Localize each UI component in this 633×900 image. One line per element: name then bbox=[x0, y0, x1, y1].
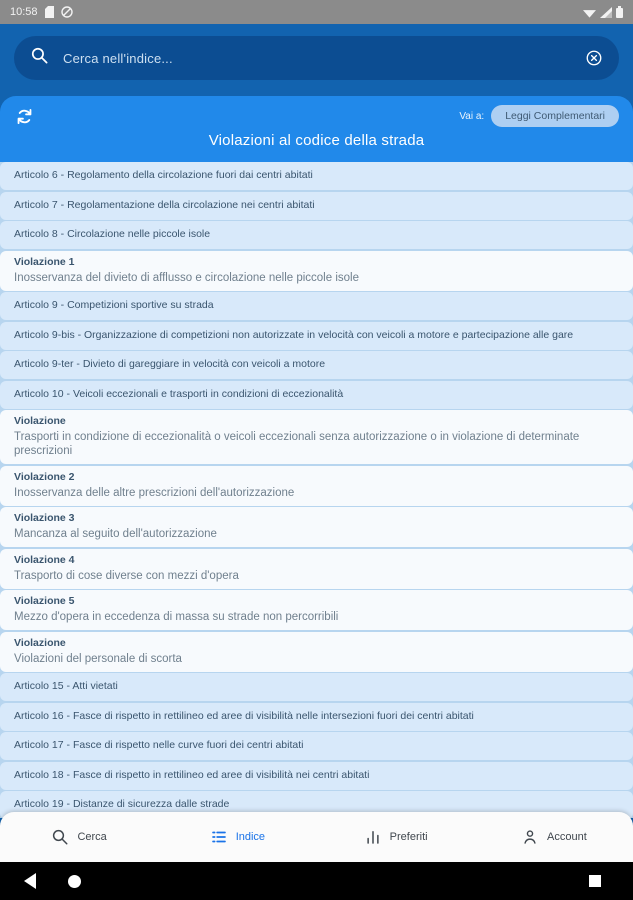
tab-cerca[interactable] bbox=[0, 812, 158, 862]
list-item-article[interactable] bbox=[0, 162, 633, 190]
index-list bbox=[0, 162, 633, 818]
article-title: Articolo 7 - Regolamentazione della circolazione nei centri abitati bbox=[14, 198, 315, 211]
cellular-icon bbox=[600, 7, 612, 18]
violation-subtitle: Mancanza al seguito dell'autorizzazione bbox=[14, 528, 217, 540]
list-item-article[interactable] bbox=[0, 703, 633, 731]
list-item-article[interactable] bbox=[0, 192, 633, 220]
android-nav-bar bbox=[0, 862, 633, 900]
status-left bbox=[10, 6, 73, 18]
status-right bbox=[583, 6, 623, 18]
list-item-violation[interactable] bbox=[0, 590, 633, 630]
list-item-violation[interactable] bbox=[0, 466, 633, 506]
clear-search-icon[interactable] bbox=[585, 49, 603, 67]
violation-title: Violazione bbox=[14, 415, 66, 427]
article-title: Articolo 9-ter - Divieto di gareggiare in velocità con veicoli a motore bbox=[14, 358, 326, 370]
violation-title: Violazione bbox=[14, 636, 66, 649]
complementary-laws-button[interactable]: Leggi Complementari bbox=[491, 105, 619, 127]
tab-label: Account bbox=[547, 831, 587, 843]
list-item-article[interactable] bbox=[0, 381, 633, 409]
violation-title: Violazione 1 bbox=[14, 255, 75, 268]
article-title: Articolo 15 - Atti vietati bbox=[14, 680, 118, 692]
violation-subtitle: Trasporti in condizione di eccezionalità o veicoli eccezionali senza autorizzazione o in violazione di determinate prescrizioni bbox=[14, 431, 580, 457]
tab-indice[interactable] bbox=[158, 812, 316, 862]
header-panel bbox=[0, 96, 633, 162]
article-title: Articolo 10 - Veicoli eccezionali e trasporti in condizioni di eccezionalità bbox=[14, 387, 344, 400]
search-bar[interactable] bbox=[14, 36, 619, 80]
list-item-article[interactable] bbox=[0, 732, 633, 760]
tab-account[interactable] bbox=[475, 812, 633, 862]
list-item-article[interactable] bbox=[0, 351, 633, 379]
status-time: 10:58 bbox=[10, 6, 38, 18]
article-title: Articolo 9-bis - Organizzazione di competizioni non autorizzate in velocità con veicoli a motore e partecipazione alle gare bbox=[14, 328, 574, 341]
status-bar bbox=[0, 0, 633, 24]
list-item-violation[interactable] bbox=[0, 549, 633, 589]
tab-label: Cerca bbox=[77, 831, 107, 843]
list-item-violation[interactable] bbox=[0, 251, 633, 291]
tab-label: Preferiti bbox=[389, 831, 428, 843]
violation-subtitle: Trasporto di cose diverse con mezzi d'opera bbox=[14, 569, 239, 582]
article-title: Articolo 18 - Fasce di rispetto in rettilineo ed aree di visibilità nei centri abitati bbox=[14, 768, 370, 781]
list-item-article[interactable] bbox=[0, 292, 633, 320]
violation-title: Violazione 5 bbox=[14, 595, 75, 607]
list-item-article[interactable] bbox=[0, 322, 633, 350]
recents-button[interactable] bbox=[589, 875, 601, 887]
home-button[interactable] bbox=[68, 875, 81, 888]
list-item-violation[interactable] bbox=[0, 507, 633, 547]
article-title: Articolo 8 - Circolazione nelle piccole isole bbox=[14, 228, 211, 240]
violation-subtitle: Violazioni del personale di scorta bbox=[14, 652, 182, 665]
bottom-nav bbox=[0, 812, 633, 862]
article-title: Articolo 6 - Regolamento della circolazione fuori dai centri abitati bbox=[14, 169, 313, 181]
tab-label: Indice bbox=[235, 831, 266, 843]
violation-title: Violazione 3 bbox=[14, 512, 75, 524]
stats-bars-icon bbox=[364, 828, 382, 846]
tab-preferiti[interactable] bbox=[317, 812, 475, 862]
list-item-article[interactable] bbox=[0, 221, 633, 249]
search-icon bbox=[51, 828, 69, 846]
search-section bbox=[0, 24, 633, 106]
search-input[interactable] bbox=[63, 51, 575, 66]
refresh-icon[interactable] bbox=[14, 106, 35, 127]
article-title: Articolo 9 - Competizioni sportive su strada bbox=[14, 299, 214, 311]
goto-label: Vai a: bbox=[459, 110, 485, 122]
battery-icon bbox=[616, 6, 623, 18]
page-title: Violazioni al codice della strada bbox=[208, 132, 425, 149]
list-item-violation[interactable] bbox=[0, 410, 633, 464]
violation-subtitle: Inosservanza delle altre prescrizioni dell'autorizzazione bbox=[14, 486, 295, 499]
wifi-icon bbox=[583, 7, 596, 18]
violation-subtitle: Mezzo d'opera in eccedenza di massa su strade non percorribili bbox=[14, 611, 339, 623]
list-item-article[interactable] bbox=[0, 762, 633, 790]
violation-title: Violazione 2 bbox=[14, 470, 75, 483]
sd-card-icon bbox=[45, 6, 54, 18]
header-toolbar bbox=[14, 105, 619, 127]
search-icon bbox=[30, 46, 49, 70]
list-icon bbox=[210, 828, 228, 846]
back-button[interactable] bbox=[24, 873, 36, 889]
article-title: Articolo 19 - Distanze di sicurezza dalle strade bbox=[14, 798, 230, 810]
list-item-violation[interactable] bbox=[0, 632, 633, 672]
article-title: Articolo 16 - Fasce di rispetto in rettilineo ed aree di visibilità nelle intersezioni fuori dei centri abitati bbox=[14, 709, 474, 722]
violation-subtitle: Inosservanza del divieto di afflusso e circolazione nelle piccole isole bbox=[14, 271, 359, 284]
person-icon bbox=[521, 828, 539, 846]
article-title: Articolo 17 - Fasce di rispetto nelle curve fuori dei centri abitati bbox=[14, 739, 304, 751]
do-not-disturb-icon bbox=[61, 6, 73, 18]
violation-title: Violazione 4 bbox=[14, 553, 75, 566]
list-item-article[interactable] bbox=[0, 673, 633, 701]
goto-group bbox=[459, 105, 619, 127]
